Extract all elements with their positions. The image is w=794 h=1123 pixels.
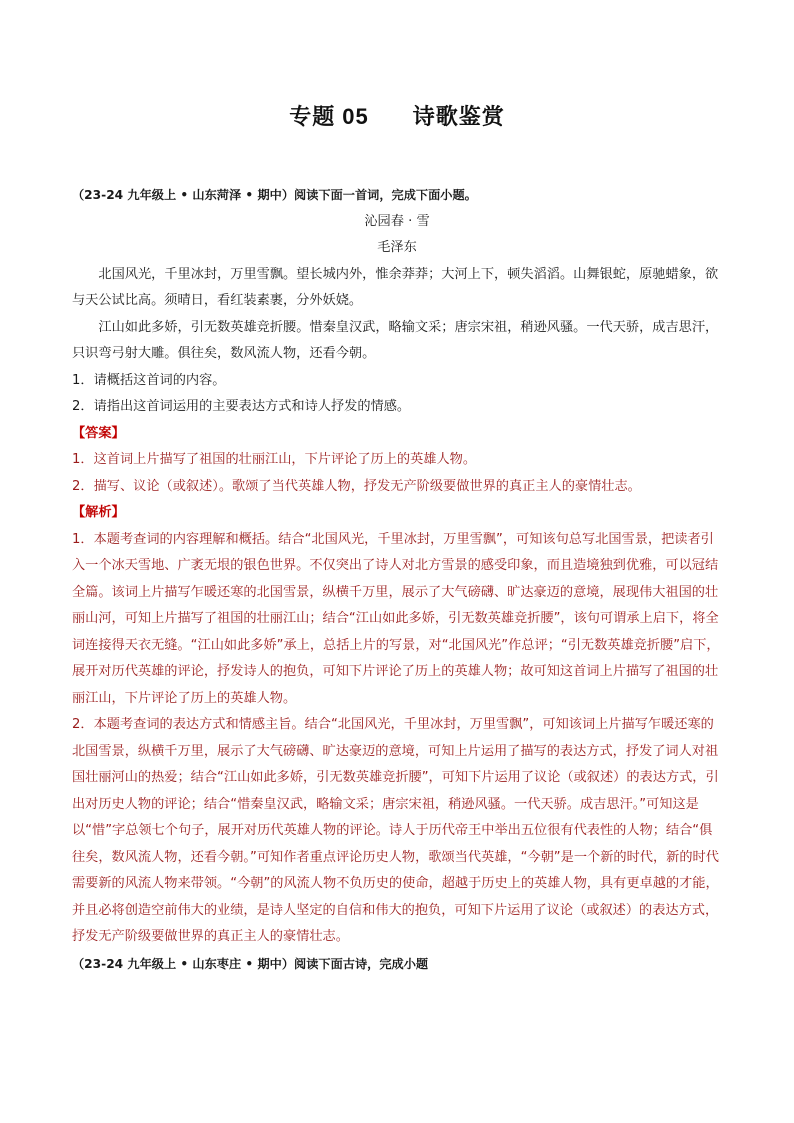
poem-stanza-2: 江山如此多娇，引无数英雄竞折腰。惜秦皇汉武，略输文采；唐宗宋祖，稍逊风骚。一代天骄，成吉思汗，只识弯弓射大雕。俱往矣，数风流人物，还看今朝。 — [72, 319, 719, 361]
question-1-section — [72, 182, 722, 977]
poem-author: 毛泽东 — [377, 240, 417, 255]
question-source: （23-24 九年级上 • 山东菏泽 • 期中）阅读下面一首词，完成下面小题。 — [72, 188, 477, 202]
question-2-source: （23-24 九年级上 • 山东枣庄 • 期中）阅读下面古诗，完成小题 — [72, 956, 429, 971]
analysis-item-2: 2．本题考查词的表达方式和情感主旨。结合“北国风光，千里冰封，万里雪飘”，可知该词上片描写乍暖还寒的北国雪景，纵横千万里，展示了大气磅礴、旷达豪迈的意境，可知上片运用了描写的表达方式，抒发了词人对祖国壮丽河山的热爱；结合“江山如此多娇，引无数英雄竞折腰”，可知下片运用了议论（或叙述）的表达方式，引出对历史人物的评论；结合“惜秦皇汉武，略输文采；唐宗宋祖，稍逊风骚。一代天骄。成吉思汗。”可知这是以“惜”字总领七个句子，展开对历代英雄人物的评论。诗人于历代帝王中举出五位很有代表性的人物；结合“俱往矣，数风流人物，还看今朝。”可知作者重点评论历史人物，歌颂当代英雄，“今朝”是一个新的时代，新的时代需要新的风流人物来带领。“今朝”的风流人物不负历史的使命，超越于历史上的英雄人物，具有更卓越的才能，并且必将创造空前伟大的业绩，是诗人坚定的自信和伟大的抱负，可知下片运用了议论（或叙述）的表达方式，抒发无产阶级要做世界的真正主人的豪情壮志。 — [72, 717, 719, 944]
topic-number: 专题 05 — [289, 104, 369, 129]
question-item-2: 2．请指出这首词运用的主要表达方式和诗人抒发的情感。 — [72, 399, 411, 414]
analysis-item-1: 1．本题考查词的内容理解和概括。结合“北国风光，千里冰封，万里雪飘”，可知该句总写北国雪景，把读者引入一个冰天雪地、广袤无垠的银色世界。不仅突出了诗人对北方雪景的感受印象，而且造境独到优雅，可以冠结全篇。该词上片描写乍暖还寒的北国雪景，纵横千万里，展示了大气磅礴、旷达豪迈的意境，展现伟大祖国的壮丽山河，可知上片描写了祖国的壮丽江山；结合“江山如此多娇，引无数英雄竞折腰”，该句可谓承上启下，将全词连接得天衣无缝。“江山如此多娇”承上，总括上片的写景，对“北国风光”作总评；“引无数英雄竞折腰”启下，展开对历代英雄的评论，抒发诗人的抱负，可知下片评论了历上的英雄人物；故可知这首词上片描写了祖国的壮丽江山，下片评论了历上的英雄人物。 — [72, 531, 720, 706]
topic-name: 诗歌鉴赏 — [412, 105, 505, 130]
answer-label: 【答案】 — [72, 425, 125, 441]
analysis-label: 【解析】 — [72, 505, 125, 520]
page-title — [0, 100, 794, 131]
answer-item-1: 1．这首词上片描写了祖国的壮丽江山，下片评论了历上的英雄人物。 — [72, 452, 477, 467]
answer-item-2: 2．描写、议论（或叙述）。歌颂了当代英雄人物，抒发无产阶级要做世界的真正主人的豪情壮志。 — [72, 478, 641, 494]
poem-title: 沁园春 · 雪 — [364, 213, 430, 229]
question-item-1: 1．请概括这首词的内容。 — [72, 372, 226, 388]
poem-stanza-1: 北国风光，千里冰封，万里雪飘。望长城内外，惟余莽莽；大河上下，顿失滔滔。山舞银蛇，原驰蜡象，欲与天公试比高。须晴日，看红装素裹，分外妖娆。 — [72, 266, 719, 308]
